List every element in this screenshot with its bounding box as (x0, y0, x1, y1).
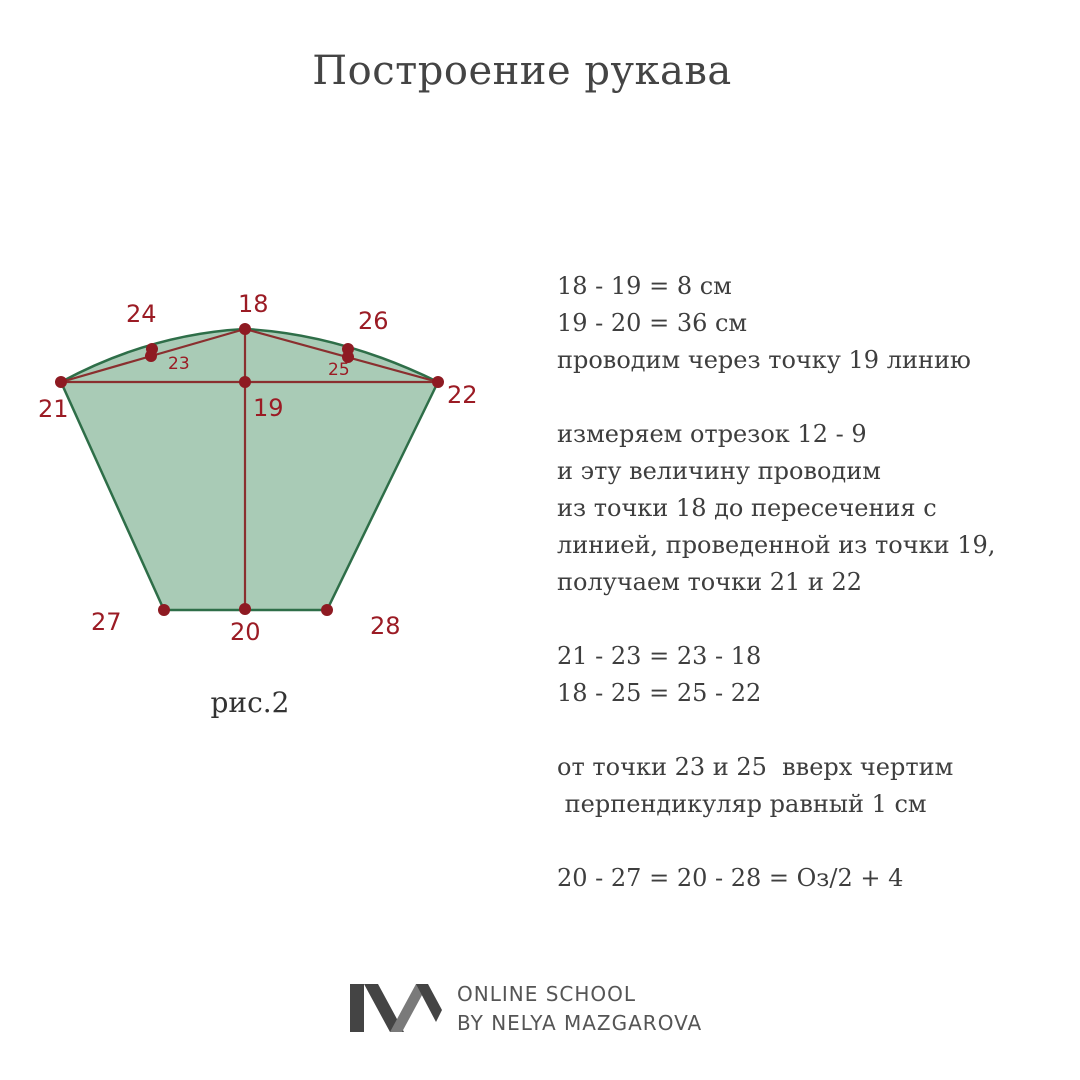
school-line-2: BY NELYA MAZGAROVA (457, 1011, 703, 1035)
point-24 (146, 343, 158, 355)
label-25: 25 (328, 360, 350, 380)
label-28: 28 (370, 612, 401, 640)
instruction-line: 19 - 20 = 36 см (557, 309, 748, 337)
instruction-line: 18 - 25 = 25 - 22 (557, 679, 762, 707)
label-22: 22 (447, 381, 478, 409)
point-19 (239, 376, 251, 388)
nm-logo-icon (350, 982, 442, 1034)
instruction-line: от точки 23 и 25 вверх чертим (557, 753, 954, 781)
school-name (457, 980, 757, 1038)
instruction-line: 20 - 27 = 20 - 28 = Оз/2 + 4 (557, 864, 904, 892)
instruction-line: получаем точки 21 и 22 (557, 568, 863, 596)
instruction-line (557, 823, 1057, 860)
instruction-line (557, 379, 1057, 416)
point-18 (239, 323, 251, 335)
instruction-line: 21 - 23 = 23 - 18 (557, 642, 762, 670)
label-21: 21 (38, 395, 69, 423)
instruction-line: и эту величину проводим (557, 457, 881, 485)
point-20 (239, 603, 251, 615)
instructions-text (557, 268, 1057, 897)
label-23: 23 (168, 354, 190, 374)
school-line-1: ONLINE SCHOOL (457, 982, 637, 1006)
instruction-line: перпендикуляр равный 1 см (557, 790, 927, 818)
instruction-line: проводим через точку 19 линию (557, 346, 971, 374)
figure-caption: рис.2 (210, 686, 290, 719)
page-title: Построение рукава (312, 48, 732, 94)
label-19: 19 (253, 394, 284, 422)
sleeve-shape (61, 329, 438, 610)
label-20: 20 (230, 618, 261, 646)
label-27: 27 (91, 608, 122, 636)
point-22 (432, 376, 444, 388)
point-27 (158, 604, 170, 616)
label-24: 24 (126, 300, 157, 328)
instruction-line (557, 601, 1057, 638)
instruction-line: измеряем отрезок 12 - 9 (557, 420, 867, 448)
instruction-line: 18 - 19 = 8 см (557, 272, 732, 300)
instruction-line: из точки 18 до пересечения с (557, 494, 937, 522)
instruction-line: линией, проведенной из точки 19, (557, 531, 996, 559)
point-26 (342, 343, 354, 355)
point-28 (321, 604, 333, 616)
point-21 (55, 376, 67, 388)
label-26: 26 (358, 307, 389, 335)
instruction-line (557, 712, 1057, 749)
label-18: 18 (238, 290, 269, 318)
